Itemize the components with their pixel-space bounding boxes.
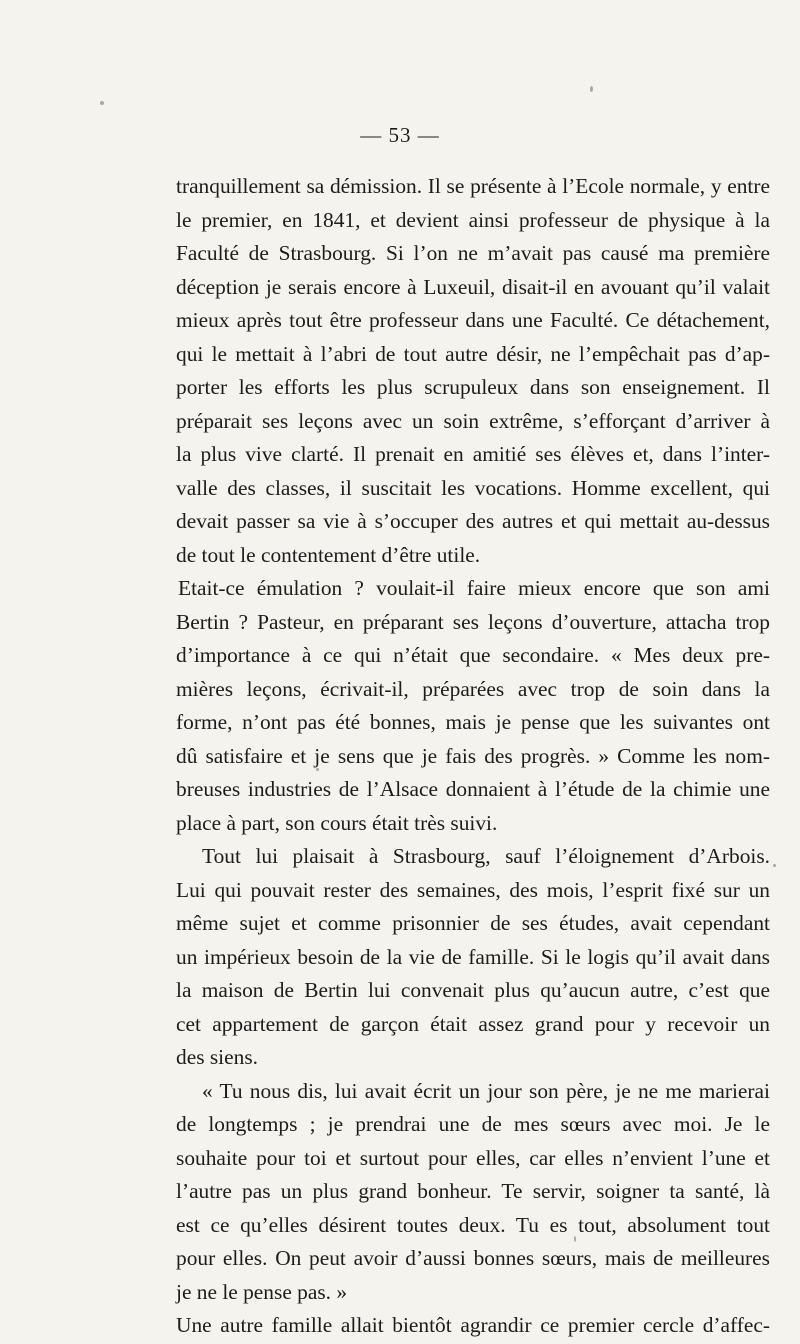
text-line: Bertin ? Pasteur, en préparant ses leçons d’ouverture, attacha trop (176, 609, 770, 634)
paper-speck (773, 864, 776, 867)
text-line: préparait ses leçons avec un soin extrême, s’efforçant d’arriver à (176, 408, 770, 433)
text-line: souhaite pour toi et surtout pour elles, car elles n’envient l’une et (176, 1145, 770, 1170)
text-line: qui le mettait à l’abri de tout autre désir, ne l’empêchait pas d’ap- (176, 341, 770, 366)
text-line: même sujet et comme prisonnier de ses études, avait cependant (176, 911, 770, 935)
text-line: pour elles. On peut avoir d’aussi bonnes sœurs, mais de meilleures (176, 1246, 770, 1270)
text-line: mieux après tout être professeur dans une Faculté. Ce détachement, (176, 308, 770, 332)
body-text (176, 170, 770, 1343)
page-number: — 53 — (360, 123, 440, 147)
text-line: de longtemps ; je prendrai une de mes sœurs avec moi. Je le (176, 1112, 770, 1136)
text-line: l’autre pas un plus grand bonheur. Te servir, soigner ta santé, là (176, 1179, 770, 1203)
text-line: valle des classes, il suscitait les vocations. Homme excellent, qui (176, 475, 770, 500)
text-line: place à part, son cours était très suivi. (176, 810, 498, 835)
text-line: devait passer sa vie à s’occuper des autres et qui mettait au-dessus (176, 509, 770, 533)
text-line: Faculté de Strasbourg. Si l’on ne m’avait pas causé ma première (176, 241, 770, 265)
text-line: est ce qu’elles désirent toutes deux. Tu es tout, absolument tout (176, 1212, 770, 1237)
text-line: la maison de Bertin lui convenait plus qu’aucun autre, c’est que (176, 978, 770, 1002)
paper-speck (574, 1236, 576, 1242)
text-line: tranquillement sa démission. Il se présente à l’Ecole normale, y entre (176, 174, 770, 198)
text-line: Lui qui pouvait rester des semaines, des mois, l’esprit fixé sur un (176, 877, 770, 902)
text-line: « Tu nous dis, lui avait écrit un jour son père, je ne me marierai (202, 1078, 770, 1103)
text-line: de tout le contentement d’être utile. (176, 542, 481, 567)
text-line: Une autre famille allait bientôt agrandir ce premier cercle d’affec- (176, 1313, 770, 1337)
text-line: cet appartement de garçon était assez grand pour y recevoir un (176, 1011, 770, 1036)
text-line: Tout lui plaisait à Strasbourg, sauf l’éloignement d’Arbois. (202, 844, 770, 868)
text-line: des siens. (176, 1045, 258, 1069)
text-line: mières leçons, écrivait-il, préparées avec trop de soin dans la (176, 676, 770, 701)
text-line: Etait-ce émulation ? voulait-il faire mieux encore que son ami (178, 576, 770, 600)
paper-speck (590, 86, 593, 92)
text-line: porter les efforts les plus scrupuleux dans son enseignement. Il (176, 375, 770, 399)
text-line: je ne le pense pas. » (176, 1279, 348, 1304)
text-line: breuses industries de l’Alsace donnaient à l’étude de la chimie une (176, 777, 770, 801)
paper-speck (316, 768, 319, 771)
text-line: le premier, en 1841, et devient ainsi professeur de physique à la (176, 207, 770, 232)
text-line: un impérieux besoin de la vie de famille. Si le logis qu’il avait dans (176, 944, 770, 969)
text-line: d’importance à ce qui n’était que secondaire. « Mes deux pre- (176, 643, 770, 667)
text-line: la plus vive clarté. Il prenait en amitié ses élèves et, dans l’inter- (176, 442, 770, 466)
text-line: déception je serais encore à Luxeuil, disait-il en avouant qu’il valait (176, 274, 770, 299)
paper-speck (100, 101, 104, 105)
text-line: forme, n’ont pas été bonnes, mais je pense que les suivantes ont (176, 710, 770, 734)
text-line: dû satisfaire et je sens que je fais des progrès. » Comme les nom- (176, 743, 770, 768)
